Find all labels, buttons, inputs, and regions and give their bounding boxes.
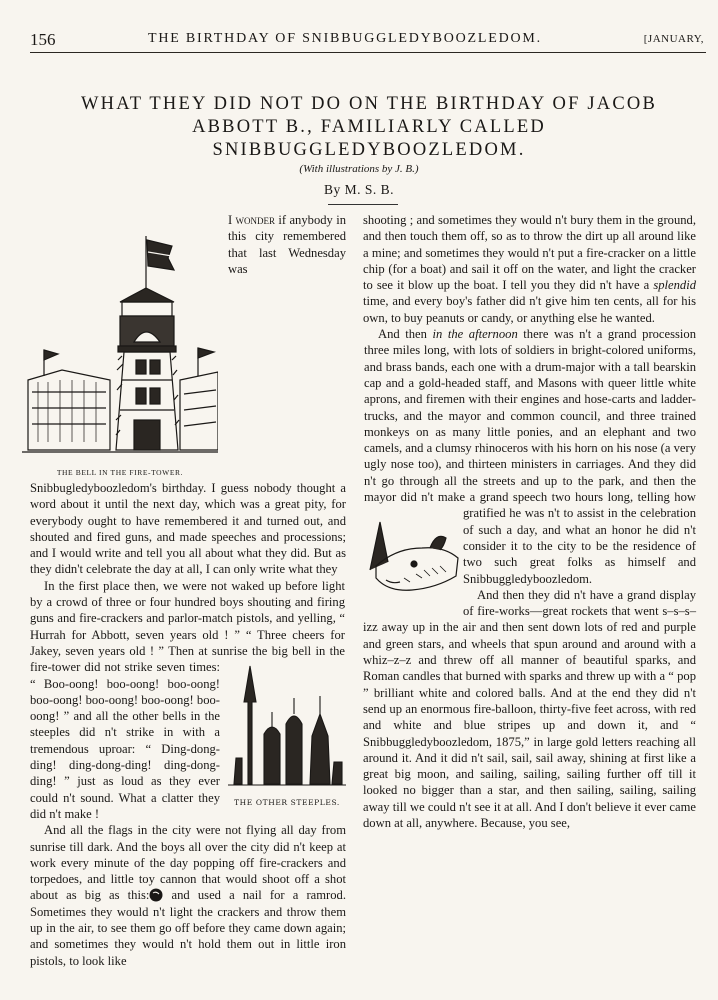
text-run: there was n't a grand procession three miles long, with lots of soldiers in bright-colored uniforms, and brass bands, each one with a drum-major with a tall bearskin cap and a gold-headed staff, and Masons with queer little white aprons, and firemen with their engines and hose-carts and ladder-trucks, and the mayor and common council, and three trained monkeys on as many little ponies, and an elephant and two camels, and a clumsy rhinoceros with his horn on his nose (a very ugly nose too), and thirteen ministers in carriages. And they did n't go through all the streets and up to the park, and then the mayor did n't make a grand speech two hours long, telling how gratified he was n't to assist in the celebration of such a day, and what an honor he did n't consider it to the city to be the residence of two such great folks as himself and Snibbuggledyboozledom. — [364, 327, 697, 586]
italic-run: in the afternoon — [432, 327, 518, 342]
rhinoceros-drawing — [366, 518, 462, 600]
figure-spacer — [345, 578, 346, 662]
header-rule — [30, 52, 706, 53]
paragraph — [363, 212, 696, 326]
cannon-ball-icon — [149, 888, 163, 902]
byline: By M. S. B. — [323, 182, 395, 197]
steeples-caption: THE OTHER STEEPLES. — [234, 798, 340, 807]
fire-tower-drawing — [22, 230, 218, 462]
running-title: THE BIRTHDAY OF SNIBBUGGLEDYBOOZLEDOM. — [148, 31, 542, 46]
rhinoceros-illustration — [366, 518, 462, 600]
text-run: And then they did n't have a grand display of fire-works—great rockets that went s–s–s–izz away up in the air and then sent down lots of red and purple and green stars, and wheels that spun around and around with a whiz–z–z and threw off all manner of beautiful sparks, and Roman candles that burned with sparks and threw up with a “ pop ” brilliant white and colored balls. And at the end they did n't send up an enormous fire-balloon, thirty-five feet across, with red and white and blue stripes up and down it, and “ Snibbuggledyboozledom, 1875,” in large gold letters reaching all around it. And it did n't sail, sail, sail away, shining at first like a great big moon, and sailing, sailing, sailing further off till it looked no bigger than a star, and then sailing, sailing, sailing away till we could n't see it at all. And I don't believe it ever came down at all, anywhere. Because, you see, — [363, 587, 696, 830]
fire-tower-caption: THE BELL IN THE FIRE-TOWER. — [56, 468, 184, 477]
paragraph — [30, 822, 346, 969]
left-column — [30, 212, 346, 969]
article-title: WHAT THEY DID NOT DO ON THE BIRTHDAY OF JACOB ABBOTT B., FAMILIARLY CALLED SNIBBUGGLEDYBOOZLEDOM. — [81, 94, 657, 160]
text-run: And all the flags in the city were not flying all day from sunrise till dark. And the boys all over the city did n't keep at work every minute of the day popping off fire-crackers and torpedoes, and little toy cannon that would shoot off a shot about as big as this: — [30, 823, 346, 903]
page-number: 156 — [30, 30, 56, 49]
running-header — [30, 30, 706, 50]
text-run: if anybody in this city remembered that last Wednesday was Snibbugledyboozledom's birthday. I guess nobody thought a word about it until the next day, which was a great pity, for everybody ought to have remembered it and turned out, and shouted and fired guns, and made speeches and processions; and I would write and tell you all about what they did. But as they didn't celebrate the day at all, I can only write what they — [30, 213, 346, 577]
paragraph — [363, 587, 696, 831]
fire-tower-illustration — [22, 230, 218, 476]
text-run: and used a nail for a ramrod. Sometimes they would n't light the crackers and throw them up in the air, to see them go off before they came down again; and sometimes they would n't hold them out in little iron pistols, to look like — [30, 888, 346, 968]
byline-rule — [328, 204, 398, 205]
text-run: In the first place then, we were not waked up before light by a crowd of three or four hundred boys shouting and firing guns and fire-crackers and parlor-match pistols, and yelling, “ Hurrah for Abbott, seven years old ! ” “ Three cheers for Jakey, seven years old ! ” Then at sunrise the big bell in the fire-tower did not strike seven times: “ Boo-oong! boo-oong! boo-oong! boo-oong! boo-oong! boo-oong! boo-oong! ” and all the other bells in the steeples did n't strike in with a tremendous uproar: “ Ding-dong-ding! ding-dong-ding! ding-dong-ding! ” just as loud as they ever could n't sound. What a clatter they did n't make ! — [30, 578, 345, 821]
running-month: [JANUARY, — [643, 33, 704, 45]
text-run: shooting ; and sometimes they would n't bury them in the ground, and then touch them off, so as to throw the dirt up all around like a mine; and sometimes they would n't put a fire-cracker on a little chip (for a boat) and sail it off on the water, and light the cracker to see it blow up the boat. I tell you they did n't have a — [363, 213, 696, 293]
text-run: time, and every boy's father did n't give him ten cents, all for his own, to buy peanuts or candy, or anything else he wanted. — [363, 294, 696, 325]
steeples-drawing — [228, 662, 346, 790]
illustration-credit: (With illustrations by J. B.) — [299, 163, 419, 175]
text-run: And then — [378, 327, 433, 342]
drop-words: I wonder — [228, 213, 276, 227]
italic-run: splendid — [653, 278, 696, 293]
steeples-illustration — [228, 662, 346, 807]
